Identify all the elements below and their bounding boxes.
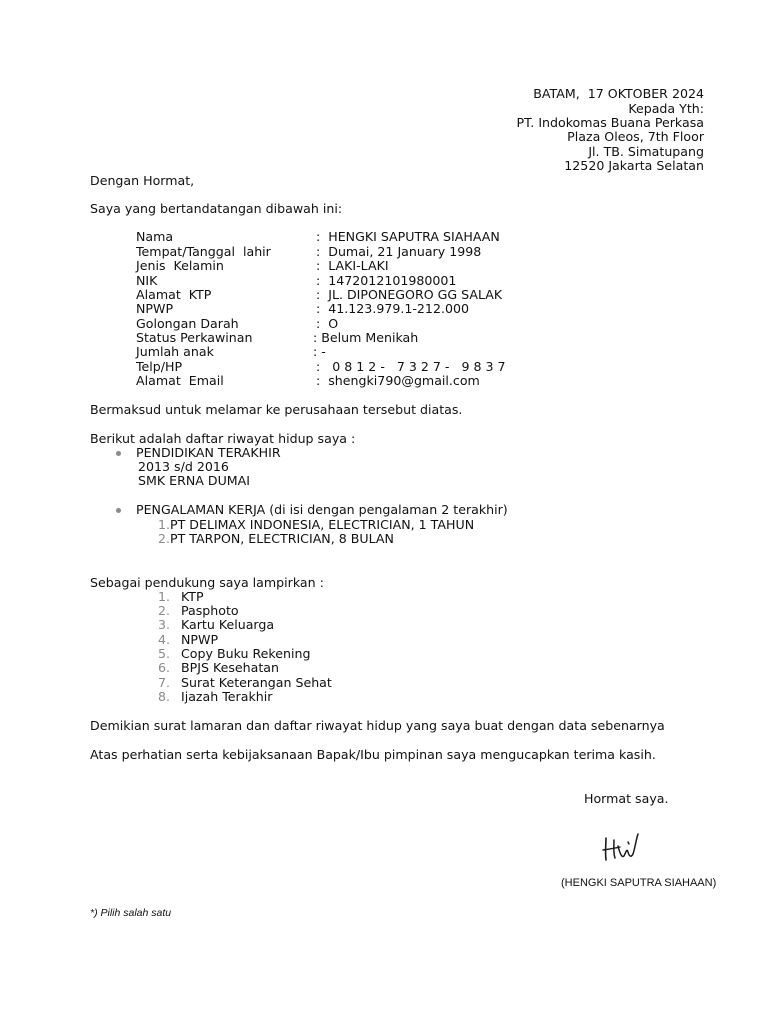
- identity-value: : HENGKI SAPUTRA SIAHAAN: [316, 229, 500, 244]
- attachment-item: KTP: [181, 589, 204, 604]
- attachment-number: 7.: [158, 675, 171, 690]
- identity-value: : Belum Menikah: [313, 330, 419, 345]
- attachment-item: Kartu Keluarga: [181, 617, 275, 632]
- recipient-address-2: Jl. TB. Simatupang: [588, 144, 704, 159]
- attachment-item: Surat Keterangan Sehat: [181, 675, 332, 690]
- signature: [600, 828, 648, 868]
- closing-statement: Demikian surat lamaran dan daftar riwayat hidup yang saya buat dengan data sebenarnya: [90, 718, 665, 733]
- recipient-address-1: Plaza Oleos, 7th Floor: [567, 129, 704, 144]
- identity-label: Status Perkawinan: [136, 330, 253, 345]
- identity-label: Nama: [136, 229, 174, 244]
- identity-value: : Dumai, 21 January 1998: [316, 244, 482, 259]
- attachment-number: 8.: [158, 689, 171, 704]
- identity-value: : JL. DIPONEGORO GG SALAK: [316, 287, 503, 302]
- attachment-number: 1.: [158, 589, 171, 604]
- closing-thanks: Atas perhatian serta kebijaksanaan Bapak/Ibu pimpinan saya mengucapkan terima kasih.: [90, 747, 656, 762]
- attachment-number: 3.: [158, 617, 171, 632]
- experience-number: 1.: [158, 517, 171, 532]
- identity-value: : shengki790@gmail.com: [316, 373, 480, 388]
- letter-date: BATAM, 17 OKTOBER 2024: [533, 86, 704, 101]
- purpose-text: Bermaksud untuk melamar ke perusahaan tersebut diatas.: [90, 402, 463, 417]
- identity-value: : -: [313, 344, 326, 359]
- attachment-item: BPJS Kesehatan: [181, 660, 279, 675]
- experience-title: PENGALAMAN KERJA (di isi dengan pengalaman 2 terakhir): [136, 502, 508, 517]
- bullet-icon: [116, 451, 121, 456]
- experience-number: 2.: [158, 531, 171, 546]
- recipient-salutation: Kepada Yth:: [628, 101, 704, 116]
- signer-name: (HENGKI SAPUTRA SIAHAAN): [561, 877, 717, 889]
- identity-label: Golongan Darah: [136, 316, 239, 331]
- attachment-item: Pasphoto: [181, 603, 239, 618]
- attachment-item: NPWP: [181, 632, 219, 647]
- attachment-number: 2.: [158, 603, 171, 618]
- identity-label: Jumlah anak: [136, 344, 214, 359]
- identity-value: : 41.123.979.1-212.000: [316, 301, 469, 316]
- greeting: Dengan Hormat,: [90, 173, 195, 188]
- intro-text: Saya yang bertandatangan dibawah ini:: [90, 201, 343, 216]
- experience-item: PT TARPON, ELECTRICIAN, 8 BULAN: [170, 531, 394, 546]
- cv-intro: Berikut adalah daftar riwayat hidup saya :: [90, 431, 356, 446]
- identity-value: : LAKI-LAKI: [316, 258, 389, 273]
- identity-label: Alamat KTP: [136, 287, 212, 302]
- identity-label: NIK: [136, 273, 158, 288]
- identity-label: Alamat Email: [136, 373, 224, 388]
- attachment-item: Ijazah Terakhir: [181, 689, 273, 704]
- attachment-number: 5.: [158, 646, 171, 661]
- experience-item: PT DELIMAX INDONESIA, ELECTRICIAN, 1 TAHUN: [170, 517, 475, 532]
- attachment-number: 4.: [158, 632, 171, 647]
- education-title: PENDIDIKAN TERAKHIR: [136, 445, 281, 460]
- sign-off: Hormat saya.: [584, 791, 669, 806]
- footnote: *) Pilih salah satu: [90, 907, 172, 919]
- bullet-icon: [116, 508, 121, 513]
- identity-value: : 0 8 1 2 - 7 3 2 7 - 9 8 3 7: [316, 359, 506, 374]
- education-years: 2013 s/d 2016: [138, 459, 229, 474]
- education-school: SMK ERNA DUMAI: [138, 473, 250, 488]
- attachment-item: Copy Buku Rekening: [181, 646, 311, 661]
- identity-label: Telp/HP: [136, 359, 183, 374]
- recipient-company: PT. Indokomas Buana Perkasa: [516, 115, 704, 130]
- recipient-address-3: 12520 Jakarta Selatan: [564, 158, 704, 173]
- identity-label: NPWP: [136, 301, 174, 316]
- identity-value: : 1472012101980001: [316, 273, 457, 288]
- attachment-number: 6.: [158, 660, 171, 675]
- attachments-intro: Sebagai pendukung saya lampirkan :: [90, 575, 324, 590]
- identity-label: Tempat/Tanggal lahir: [136, 244, 271, 259]
- identity-value: : O: [316, 316, 339, 331]
- identity-label: Jenis Kelamin: [136, 258, 224, 273]
